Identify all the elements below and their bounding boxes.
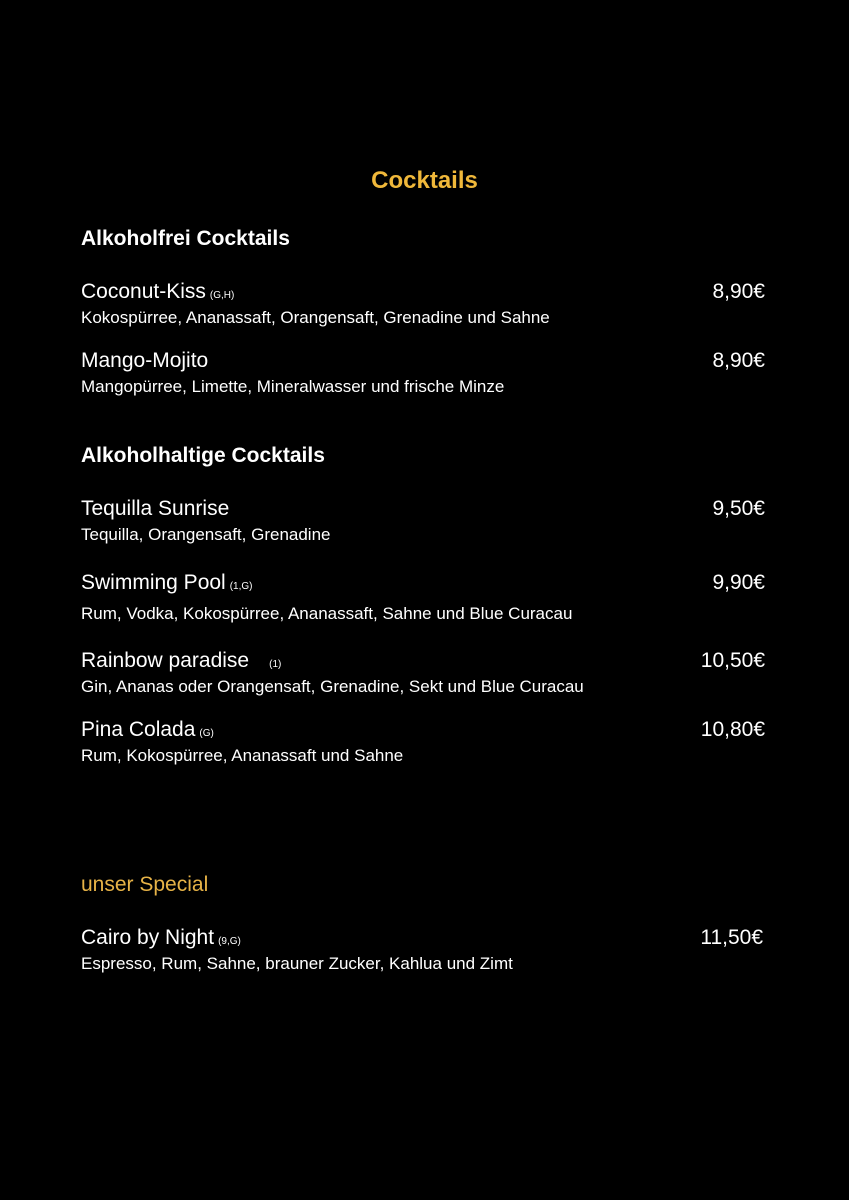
item-price: 10,50€ bbox=[700, 649, 765, 672]
page-title: Cocktails bbox=[371, 167, 478, 194]
item-name: Tequilla Sunrise bbox=[81, 497, 230, 520]
item-allergens: (G,H) bbox=[209, 290, 235, 301]
item-description: Mangopürree, Limette, Mineralwasser und frische Minze bbox=[81, 377, 505, 396]
item-price: 8,90€ bbox=[712, 349, 765, 372]
item-description: Kokospürree, Ananassaft, Orangensaft, Grenadine und Sahne bbox=[81, 308, 550, 327]
menu-item bbox=[81, 571, 765, 624]
menu-item bbox=[81, 280, 765, 328]
item-allergens: (9,G) bbox=[218, 936, 241, 947]
section-heading-alkoholfrei: Alkoholfrei Cocktails bbox=[81, 227, 290, 250]
menu-item bbox=[81, 497, 765, 545]
item-description: Rum, Vodka, Kokospürree, Ananassaft, Sahne und Blue Curacau bbox=[81, 604, 573, 623]
menu-item bbox=[81, 649, 765, 697]
section-heading-alkoholhaltig: Alkoholhaltige Cocktails bbox=[81, 444, 325, 467]
item-description: Espresso, Rum, Sahne, brauner Zucker, Kahlua und Zimt bbox=[81, 954, 513, 973]
item-description: Rum, Kokospürree, Ananassaft und Sahne bbox=[81, 746, 404, 765]
item-description: Gin, Ananas oder Orangensaft, Grenadine, Sekt und Blue Curacau bbox=[81, 677, 584, 696]
menu-item bbox=[81, 926, 765, 974]
item-price: 9,90€ bbox=[712, 571, 765, 594]
item-name: Mango-Mojito bbox=[81, 349, 209, 372]
menu-item bbox=[81, 718, 765, 766]
item-price: 9,50€ bbox=[712, 497, 765, 520]
item-name: Coconut-Kiss bbox=[81, 280, 206, 303]
item-allergens: (1) bbox=[269, 659, 282, 670]
item-price: 10,80€ bbox=[700, 718, 765, 741]
item-allergens: (1,G) bbox=[229, 581, 253, 592]
item-description: Tequilla, Orangensaft, Grenadine bbox=[81, 525, 331, 544]
item-price: 11,50€ bbox=[700, 926, 763, 949]
item-name: Pina Colada bbox=[81, 718, 196, 741]
section-heading-special: unser Special bbox=[81, 873, 209, 896]
menu-item bbox=[81, 349, 765, 397]
item-name: Rainbow paradise bbox=[81, 649, 250, 672]
item-price: 8,90€ bbox=[712, 280, 765, 303]
item-allergens: (G) bbox=[199, 728, 214, 739]
item-name: Cairo by Night bbox=[81, 926, 215, 949]
item-name: Swimming Pool bbox=[81, 571, 226, 594]
